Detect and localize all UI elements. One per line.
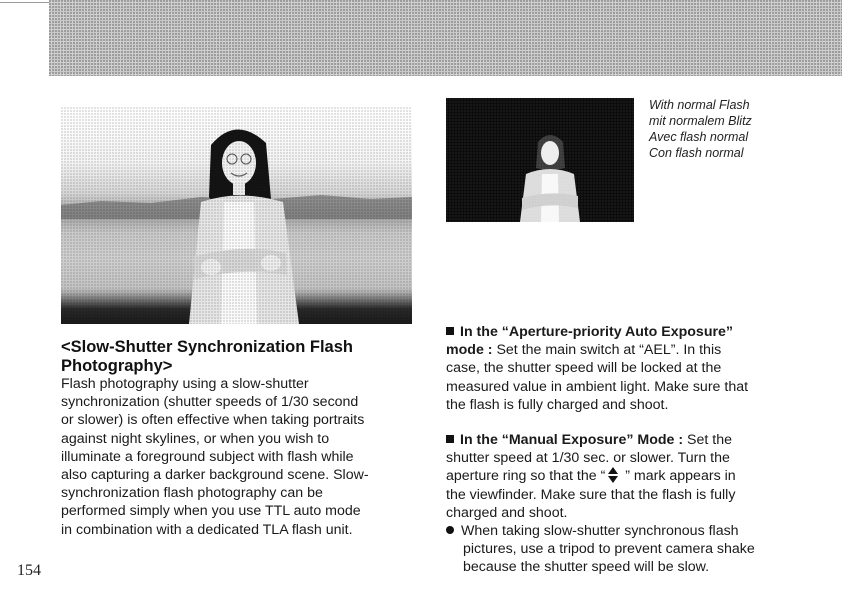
heading-line: <Slow-Shutter Synchronization Flash	[61, 338, 353, 356]
aperture-priority-section	[446, 323, 796, 414]
round-bullet-icon	[446, 526, 454, 534]
body-line: in combination with a dedicated TLA flash unit.	[61, 521, 353, 538]
manual-exposure-section	[446, 431, 796, 577]
figure-caption	[649, 97, 799, 161]
body-line: Flash photography using a slow-shutter	[61, 376, 309, 392]
bullet-line: pictures, use a tripod to prevent camera shake	[463, 541, 755, 558]
aperture-priority-line: the flash is fully charged and shoot.	[446, 396, 669, 413]
bullet-line: because the shutter speed will be slow.	[463, 559, 710, 576]
header-banner	[49, 0, 842, 76]
aperture-priority-line	[446, 341, 796, 359]
caption-line: Con flash normal	[649, 146, 744, 160]
flash-mark-icon	[608, 467, 618, 483]
square-bullet-icon	[446, 327, 454, 335]
manual-exposure-title-line	[446, 431, 796, 449]
mode-label: mode :	[446, 342, 493, 359]
manual-exposure-text: Set the	[683, 432, 732, 448]
caption-line: Avec flash normal	[649, 130, 749, 144]
manual-exposure-line: the viewfinder. Make sure that the flash is fully	[446, 486, 736, 503]
square-bullet-icon	[446, 435, 454, 443]
body-line: also capturing a darker background scene. Slow-	[61, 467, 369, 484]
body-line: performed simply when you use TTL auto mode	[61, 503, 361, 520]
aperture-priority-title: In the “Aperture-priority Auto Exposure”	[460, 324, 733, 340]
aperture-priority-title-line	[446, 323, 796, 341]
body-line: synchronization flash photography can be	[61, 485, 323, 502]
manual-exposure-line	[446, 467, 796, 485]
body-line: illuminate a foreground subject with flash while	[61, 448, 354, 465]
bullet-text: When taking slow-shutter synchronous flash	[461, 523, 739, 540]
body-line: or slower) is often effective when taking portraits	[61, 412, 365, 429]
manual-exposure-title: In the “Manual Exposure” Mode :	[460, 432, 684, 448]
aperture-priority-line: case, the shutter speed will be locked at the	[446, 360, 722, 377]
aperture-priority-line: measured value in ambient light. Make sure that	[446, 378, 749, 395]
bullet-line	[446, 522, 796, 540]
page-number: 154	[17, 562, 41, 579]
caption-line: With normal Flash	[649, 98, 750, 112]
manual-exposure-text: ” mark appears in	[621, 468, 736, 485]
slow-sync-description	[61, 375, 416, 539]
aperture-priority-text: Set the main switch at “AEL”. In this	[492, 342, 722, 359]
normal-flash-photo	[446, 98, 634, 222]
body-line: against night skylines, or when you wish to	[61, 430, 330, 447]
manual-exposure-line: charged and shoot.	[446, 504, 568, 521]
section-heading	[61, 338, 421, 376]
manual-exposure-text: aperture ring so that the “	[446, 468, 606, 485]
manual-exposure-line: shutter speed at 1/30 sec. or slower. Turn the	[446, 450, 730, 467]
slow-sync-photo	[61, 107, 412, 324]
heading-line: Photography>	[61, 357, 173, 375]
body-line: synchronization (shutter speeds of 1/30 second	[61, 394, 359, 411]
caption-line: mit normalem Blitz	[649, 114, 752, 128]
